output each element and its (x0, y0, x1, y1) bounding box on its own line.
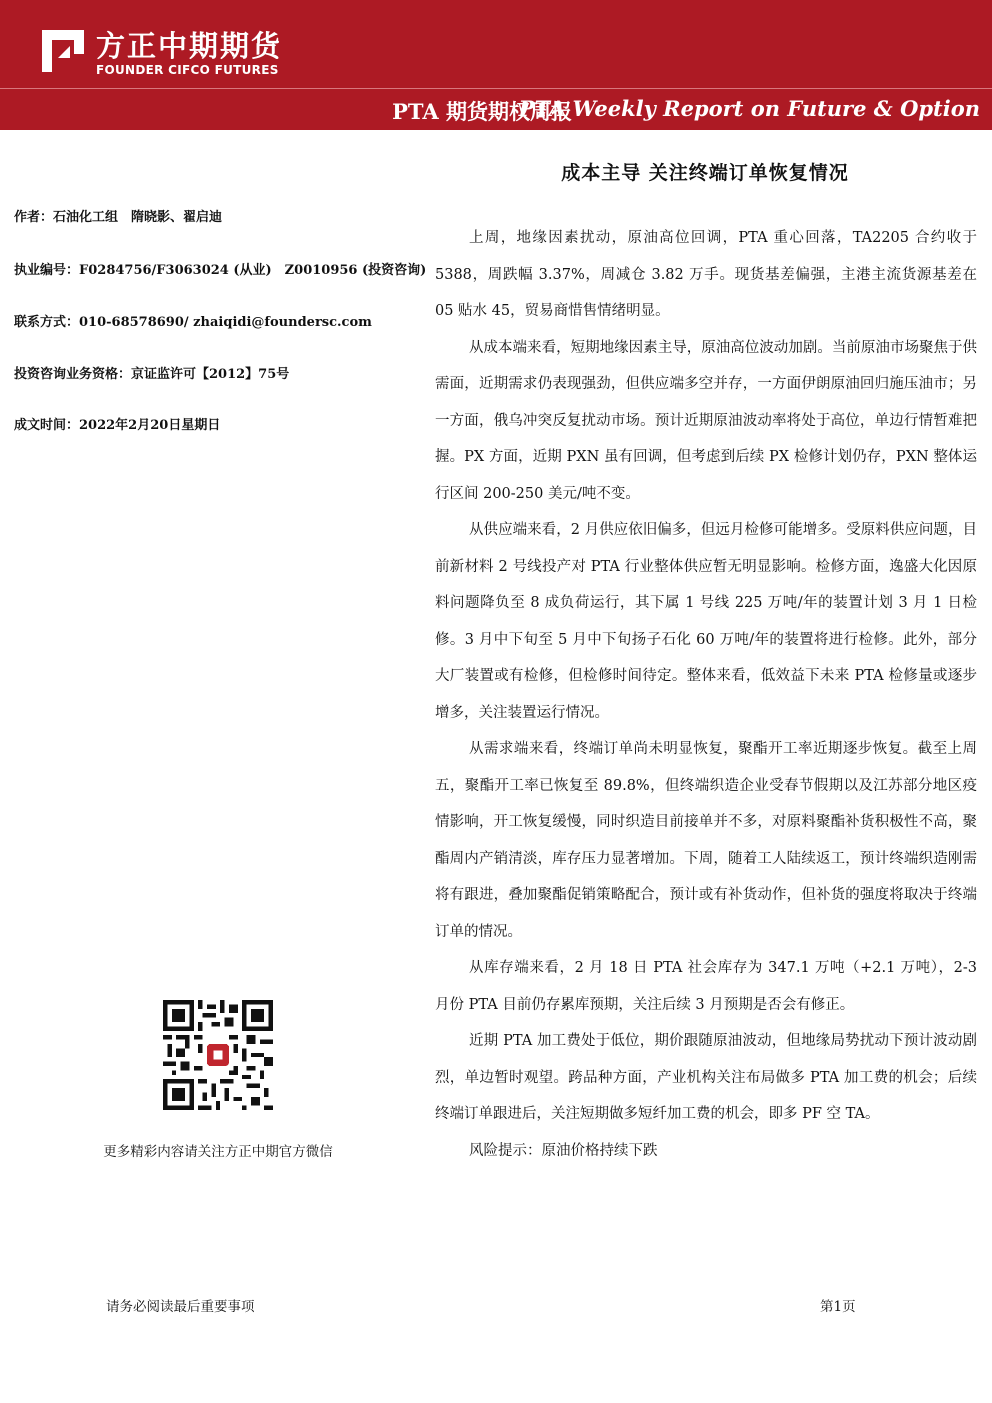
page-title: 成本主导 关注终端订单恢复情况 (561, 162, 849, 184)
founder-logo-icon (40, 28, 86, 74)
qualification-line: 投资咨询业务资格：京证监许可【2012】75号 (14, 367, 290, 382)
logo-text-cn: 方正中期期货 (96, 29, 283, 63)
body-paragraph: 近期 PTA 加工费处于低位，期价跟随原油波动，但地缘局势扰动下预计波动剧烈，单边暂时观望。跨品种方面，产业机构关注布局做多 PTA 加工费的机会；后续终端订单跟进后，关注短期做多短纤加工费的机会，即多 PF 空 TA。 (435, 1033, 977, 1122)
date-line: 成文时间：2022年2月20日星期日 (14, 418, 221, 433)
logo-text-en: FOUNDER CIFCO FUTURES (96, 63, 279, 77)
page-number: 第1页 (820, 1299, 856, 1315)
contact-line: 联系方式：010-68578690/ zhaiqidi@foundersc.com (14, 315, 372, 330)
license-line: 执业编号：F0284756/F3063024 (从业) Z0010956 (投资咨询) (14, 263, 427, 278)
report-body (435, 220, 977, 1169)
body-paragraph: 从库存端来看，2 月 18 日 PTA 社会库存为 347.1 万吨（+2.1 万吨），2-3 月份 PTA 目前仍存累库预期，关注后续 3 月预期是否会有修正。 (435, 960, 977, 1013)
qr-caption: 更多精彩内容请关注方正中期官方微信 (103, 1144, 333, 1160)
report-title-en: PTA Weekly Report on Future & Option (518, 96, 980, 121)
risk-warning: 风险提示：原油价格持续下跌 (469, 1142, 658, 1159)
body-paragraph: 上周，地缘因素扰动，原油高位回调，PTA 重心回落，TA2205 合约收于 5388，周跌幅 3.37%，周减仓 3.82 万手。现货基差偏强，主港主流货源基差在 05 贴水 45，贸易商惜售情绪明显。 (435, 230, 977, 319)
author-line: 作者：石油化工组 隋晓影、翟启迪 (14, 210, 223, 225)
footer-disclaimer: 请务必阅读最后重要事项 (106, 1299, 255, 1315)
body-paragraph: 从供应端来看，2 月供应依旧偏多，但远月检修可能增多。受原料供应问题，目前新材料 2 号线投产对 PTA 行业整体供应暂无明显影响。检修方面，逸盛大化因原料问题降负至 8 成负荷运行，其下属 1 号线 225 万吨/年的装置计划 3 月 1 日检修。3 月中下旬至 5 月中下旬扬子石化 60 万吨/年的装置将进行检修。此外，部分大厂装置或有检修，但检修时间待定。整体来看，低效益下未来 PTA 检修量或逐步增多，关注装置运行情况。 (435, 522, 977, 721)
report-header (0, 0, 992, 130)
body-paragraph: 从需求端来看，终端订单尚未明显恢复，聚酯开工率近期逐步恢复。截至上周五，聚酯开工率已恢复至 89.8%，但终端织造企业受春节假期以及江苏部分地区疫情影响，开工恢复缓慢，同时织造目前接单并不多，对原料聚酯补货积极性不高，聚酯周内产销清淡，库存压力显著增加。下周，随着工人陆续返工，预计终端织造刚需将有跟进，叠加聚酯促销策略配合，预计或有补货动作，但补货的强度将取决于终端订单的情况。 (435, 741, 977, 940)
body-paragraph: 从成本端来看，短期地缘因素主导，原油高位波动加剧。当前原油市场聚焦于供需面，近期需求仍表现强劲，但供应端多空并存，一方面伊朗原油回归施压油市；另一方面，俄乌冲突反复扰动市场。预计近期原油波动率将处于高位，单边行情暂难把握。PX 方面，近期 PXN 虽有回调，但考虑到后续 PX 检修计划仍存，PXN 整体运行区间 200-250 美元/吨不变。 (435, 339, 977, 502)
header-divider (0, 88, 992, 89)
wechat-qr-code-icon (163, 1000, 273, 1110)
report-title-cn: PTA 期货期权周报 (392, 99, 572, 124)
